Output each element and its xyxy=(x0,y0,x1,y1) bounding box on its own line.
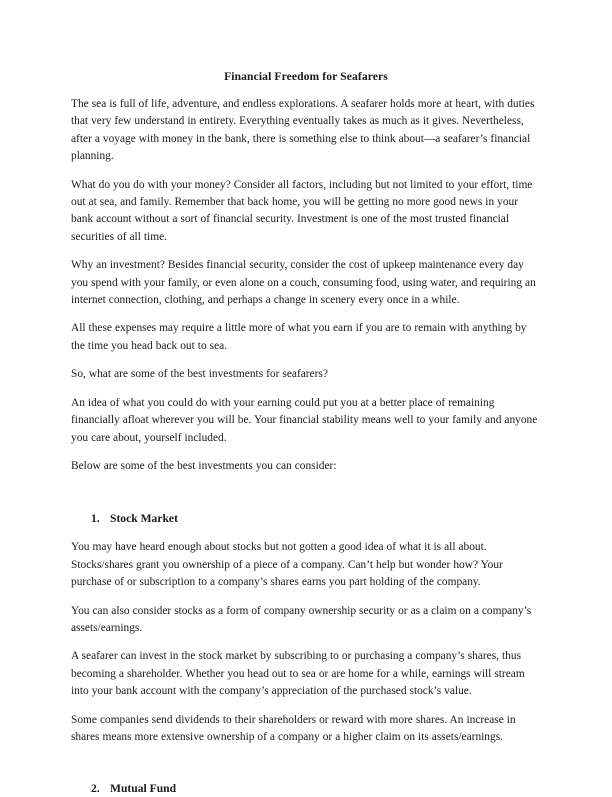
body-paragraph: A seafarer can invest in the stock market by subscribing to or purchasing a company’s shares, thus becoming a shareholder. Whether you head out to sea or are home for a while, earnings will stream into your bank account with the company’s appreciation of the purchased stock’s value. xyxy=(71,650,525,698)
list-item-stock-market xyxy=(71,510,541,527)
body-paragraph: An idea of what you could do with your earning could put you at a better place of remaining financially afloat wherever you will be. Your financial stability means well to your family and anyone you care about, yourself included. xyxy=(71,396,538,444)
body-paragraph: Some companies send dividends to their shareholders or reward with more shares. An increase in shares means more extensive ownership of a company or a higher claim on its assets/earnings. xyxy=(71,713,516,743)
list-item-label: Mutual Fund xyxy=(110,782,177,796)
list-item-label: Stock Market xyxy=(110,512,178,526)
body-paragraph: All these expenses may require a little more of what you earn if you are to remain with anything by the time you head back out to sea. xyxy=(71,322,527,352)
list-bottom-spacer xyxy=(71,527,541,539)
list-marker: 1. xyxy=(91,512,100,526)
body-paragraph: Below are some of the best investments you can consider: xyxy=(71,459,337,472)
list-top-spacer-2 xyxy=(71,757,541,780)
body-paragraph: You can also consider stocks as a form of company ownership security or as a claim on a company’s assets/earnings. xyxy=(71,604,532,634)
page-title: Financial Freedom for Seafarers xyxy=(224,70,388,83)
body-paragraph: So, what are some of the best investments for seafarers? xyxy=(71,368,328,381)
body-paragraph: The sea is full of life, adventure, and endless explorations. A seafarer holds more at heart, with duties that very few understand in entirety. Everything eventually takes as much as it gives. Nevertheless, after a voyage with money in the bank, there is something else to think about—a seafarer’s financial planning. xyxy=(71,98,535,163)
body-paragraph: Why an investment? Besides financial security, consider the cost of upkeep maintenance every day you spend with your family, or even alone on a couch, consuming food, using water, and requiring an internet connection, clothing, and perhaps a change in scenery every once in a while. xyxy=(71,259,536,307)
numbered-list xyxy=(71,510,541,797)
list-marker: 2. xyxy=(91,782,100,796)
list-top-spacer xyxy=(71,486,541,510)
list-item-mutual-fund xyxy=(71,780,541,797)
body-paragraph: You may have heard enough about stocks but not gotten a good idea of what it is all about. Stocks/shares grant you ownership of a piece of a company. Can’t help but wonder how? Your purchase of or subscription to a company’s shares earns you part holding of the company. xyxy=(71,541,503,589)
body-paragraph: What do you do with your money? Consider all factors, including but not limited to your effort, time out at sea, and family. Remember that back home, you will be getting no more good news in your bank account without a sort of financial security. Investment is one of the most trusted financial securities of all time. xyxy=(71,178,533,243)
